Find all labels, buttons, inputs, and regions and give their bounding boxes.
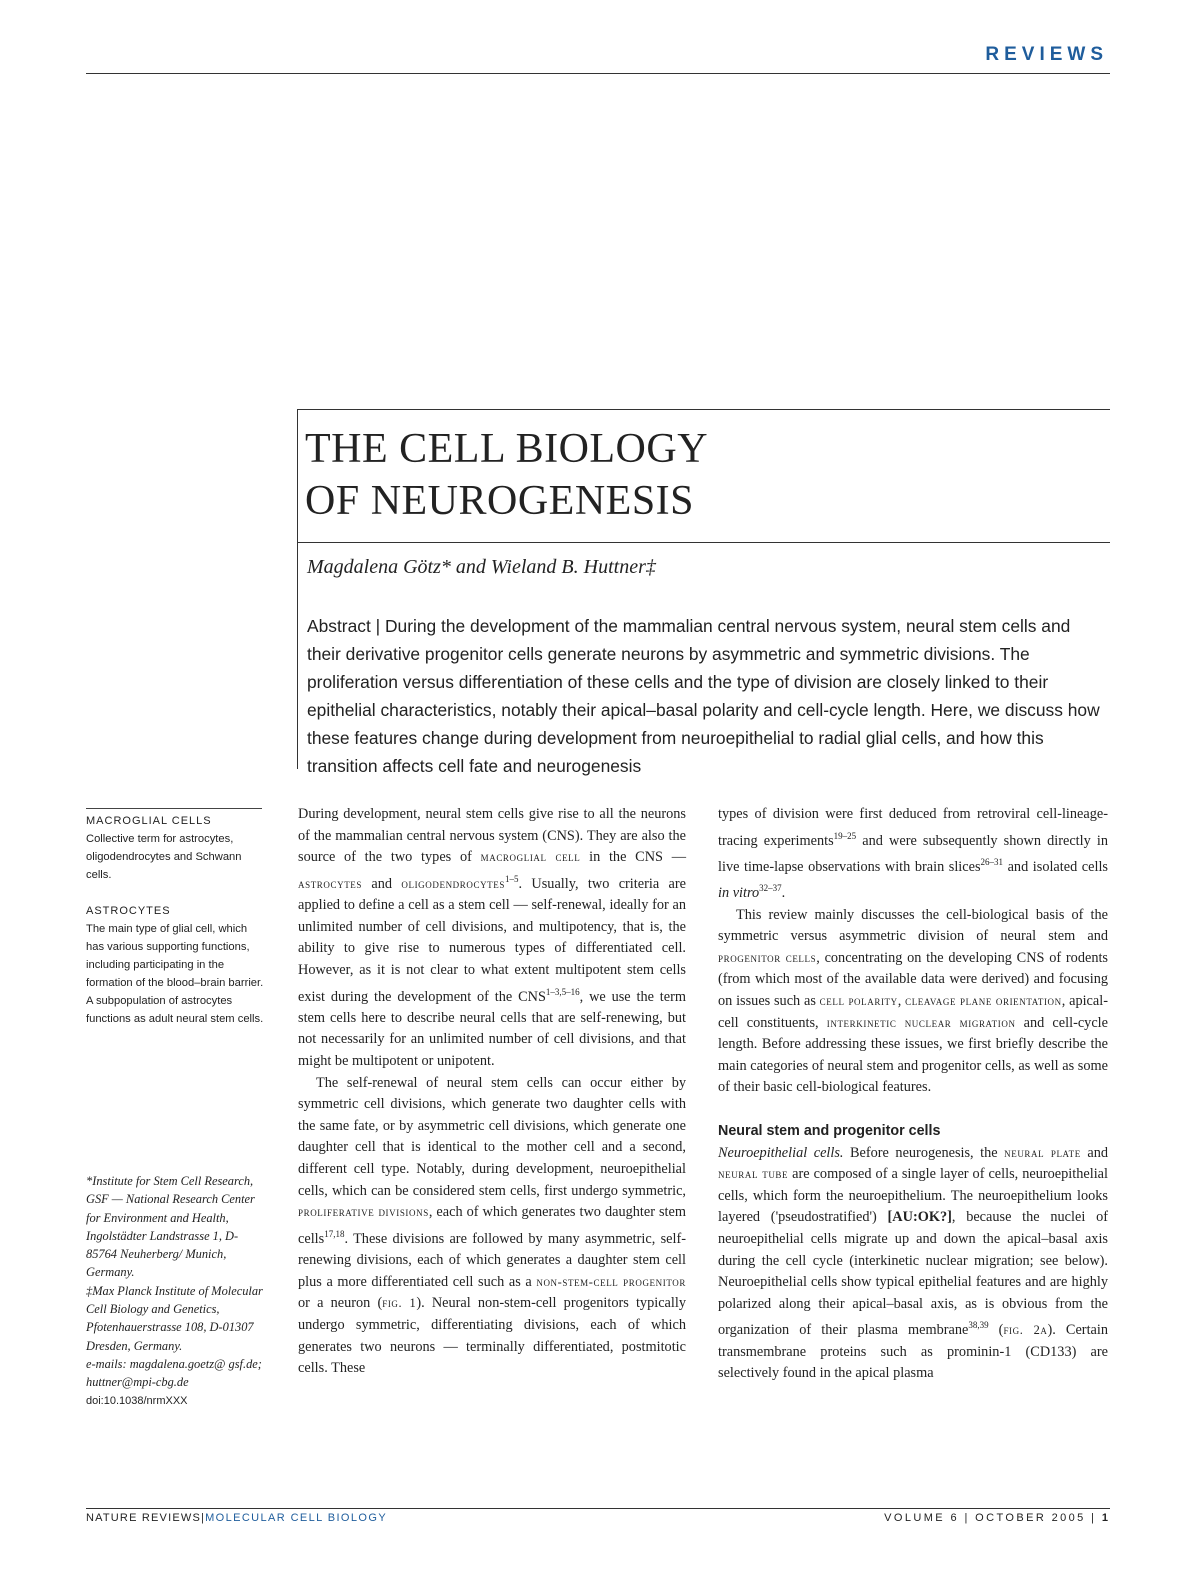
paragraph (718, 905, 1108, 1099)
section-heading: Neural stem and progenitor cells (718, 1123, 941, 1140)
text-run: and isolated cells (1003, 858, 1108, 875)
text-run: , concentrating on the developing CNS of rodents (from which most of the available data were derived) and focusing on issues such as (718, 949, 1109, 1010)
italic-term: in vitro (718, 885, 760, 902)
title-frame-left-rule (297, 409, 298, 769)
text-run: are composed of a single layer of cells, neuroepithelial cells, which form the neuroepithelium. The neuroepithelium looks layered ('pseudostratified') (718, 1166, 1108, 1226)
glossary-definition: The main type of glial cell, which has various supporting functions, including participating in the formation of the blood–brain barrier. A subpopulation of astrocytes functions as adult neural stem cells. (86, 923, 264, 1025)
abstract: Abstract | During the development of the mammalian central nervous system, neural stem cells and their derivative progenitor cells generate neurons by asymmetric and symmetric divisions. The proliferation versus differentiation of these cells and the type of division are closely linked to their epithelial characteristics, notably their apical–basal polarity and cell-cycle length. Here, we discuss how these features change during development from neuroepithelial to radial glial cells, and how this transition affects cell fate and neurogenesis (307, 616, 1100, 776)
text-run: , (897, 993, 906, 1010)
citation[interactable]: 19–25 (833, 830, 857, 841)
text-run: ( (988, 1322, 1004, 1339)
text-run: and (1080, 1144, 1109, 1161)
text-run: , because the nuclei of neuroepithelial cells migrate up and down the apical–basal axis during the cell cycle (interkinetic nuclear migration; see below). Neuroepithelial cells show typical epithelial features and are highly polarized along their apical–basal axis, as is obvious from the organization of their plasma membrane (718, 1209, 1108, 1339)
text-run: in the CNS — (580, 849, 686, 866)
text-run: Before neurogenesis, the (843, 1144, 1005, 1161)
footer-issue (884, 1512, 1108, 1524)
run-in-heading: Neuroepithelial cells. (718, 1144, 844, 1161)
paragraph (298, 804, 686, 1073)
glossary-definition: Collective term for astrocytes, oligodendrocytes and Schwann cells. (86, 833, 242, 881)
text-run: . These divisions are followed by many asymmetric, self-renewing divisions, each of which generates a daughter stem cell plus a more differentiated cell such as a (298, 1230, 686, 1290)
citation[interactable]: 1–5 (504, 873, 519, 884)
citation[interactable]: 32–37 (759, 883, 782, 894)
glossary-term: ASTROCYTES (86, 905, 171, 917)
glossary-link[interactable]: astrocytes (298, 876, 363, 891)
text-run: , apical-cell constituents, (718, 993, 1108, 1031)
affiliation-1: *Institute for Stem Cell Research, GSF — National Research Center for Environment and Health, Ingolstädter Landstrasse 1, D-85764 Neuherberg/ Munich, Germany. (86, 1174, 255, 1280)
footer-separator: | (201, 1512, 206, 1524)
footer-rule (86, 1508, 1110, 1509)
text-run: , each of which generates two daughter stem cells (298, 1204, 686, 1247)
header-rule (86, 73, 1110, 74)
journal-name: NATURE REVIEWS (86, 1512, 201, 1524)
figure-link[interactable]: fig. 2a (1003, 1323, 1048, 1338)
journal-section: MOLECULAR CELL BIOLOGY (205, 1512, 388, 1524)
author-emails: e-mails: magdalena.goetz@ gsf.de; huttner@mpi-cbg.de (86, 1356, 262, 1390)
glossary-rule (86, 808, 262, 809)
affiliation-2: ‡Max Planck Institute of Molecular Cell Biology and Genetics, Pfotenhauerstrasse 108, D-01307 Dresden, Germany. (86, 1283, 263, 1353)
glossary-link[interactable]: proliferative divisions (298, 1205, 429, 1220)
section-label: REVIEWS (985, 44, 1108, 65)
author-affiliations (86, 1172, 268, 1410)
page-number: 1 (1101, 1512, 1108, 1524)
glossary-link[interactable]: non-stem-cell progenitor (536, 1274, 686, 1289)
text-run: , we use the term stem cells here to describe neural cells that are self-renewing, but not necessarily for an unlimited number of cell divisions, and that might be multipotent or unipotent. (298, 988, 687, 1070)
glossary-link[interactable]: neural plate (1004, 1145, 1081, 1160)
body-column-1 (298, 804, 686, 1380)
title-line-1: THE CELL BIOLOGY (305, 426, 709, 472)
text-run: . Usually, two criteria are applied to define a cell as a stem cell — self-renewal, ideally for an unlimited number of cell divisions, and multipotency, that is, the ability to give rise to numerous types of differentiated cell. However, as it is not clear to what extent multipotent stem cells exist during the development of the CNS (298, 875, 686, 1005)
citation[interactable]: 38,39 (968, 1320, 989, 1331)
glossary-link[interactable]: macroglial cell (480, 850, 581, 865)
glossary-link[interactable]: neural tube (718, 1167, 789, 1182)
glossary-link[interactable]: oligodendrocytes (401, 876, 505, 891)
author-query: [AU:OK?] (887, 1209, 952, 1226)
citation[interactable]: 26–31 (980, 856, 1004, 867)
figure-link[interactable]: fig. 1 (382, 1296, 417, 1311)
citation[interactable]: 1–3,5–16 (545, 986, 580, 997)
glossary-link[interactable]: progenitor cells (718, 950, 817, 965)
text-run: and (362, 875, 402, 892)
glossary-term: MACROGLIAL CELLS (86, 815, 212, 827)
text-run: or a neuron ( (298, 1295, 383, 1312)
citation[interactable]: 17,18 (324, 1228, 345, 1239)
title-frame-top-rule (297, 409, 1110, 410)
glossary-link[interactable]: interkinetic nuclear migration (826, 1015, 1016, 1030)
glossary-link[interactable]: cell polarity (819, 994, 898, 1009)
doi: doi:10.1038/nrmXXX (86, 1394, 188, 1407)
text-run: The self-renewal of neural stem cells can occur either by symmetric cell divisions, which generate two daughter cells with the same fate, or by asymmetric cell divisions, which generate one daughter cell that is identical to the mother cell and a second, different cell type. Notably, during development, neuroepithelial cells, which can be considered stem cells, first undergo symmetric, (298, 1074, 686, 1199)
title-rule (297, 542, 1110, 543)
paragraph (718, 804, 1108, 905)
text-run: During development, neural stem cells give rise to all the neurons of the mammalian central nervous system (CNS). They are also the source of the two types of (298, 806, 686, 866)
title-line-2: OF NEUROGENESIS (305, 478, 695, 524)
paragraph (718, 1143, 1108, 1385)
text-run: and were subsequently shown directly in live time-lapse observations with brain slices (718, 832, 1108, 875)
author-line: Magdalena Götz* and Wieland B. Huttner‡ (307, 556, 656, 578)
glossary-entry-macroglial (86, 812, 264, 884)
footer-journal (86, 1512, 387, 1524)
text-run: and cell-cycle length. Before addressing these issues, we first briefly describe the main categories of neural stem and progenitor cells, as well as some of their basic cell-biological features. (718, 1014, 1108, 1096)
glossary-link[interactable]: cleavage plane orientation (905, 994, 1062, 1009)
body-column-2 (718, 804, 1108, 1385)
glossary-entry-astrocytes (86, 902, 264, 1028)
article-title (305, 423, 1085, 527)
text-run: ). Certain transmembrane proteins such as prominin-1 (CD133) are selectively found in the apical plasma (718, 1322, 1109, 1382)
text-run: . (781, 885, 786, 902)
issue-info: VOLUME 6 | OCTOBER 2005 | (884, 1512, 1097, 1524)
text-run: ). Neural non-stem-cell progenitors typically undergo symmetric, differentiating divisions, each of which generates two neurons — terminally differentiated, postmitotic cells. These (298, 1295, 686, 1377)
text-run: This review mainly discusses the cell-biological basis of the symmetric versus asymmetric division of neural stem and (718, 906, 1108, 945)
paragraph (298, 1073, 686, 1380)
text-run: types of division were first deduced from retroviral cell-lineage-tracing experiments (718, 806, 1108, 849)
